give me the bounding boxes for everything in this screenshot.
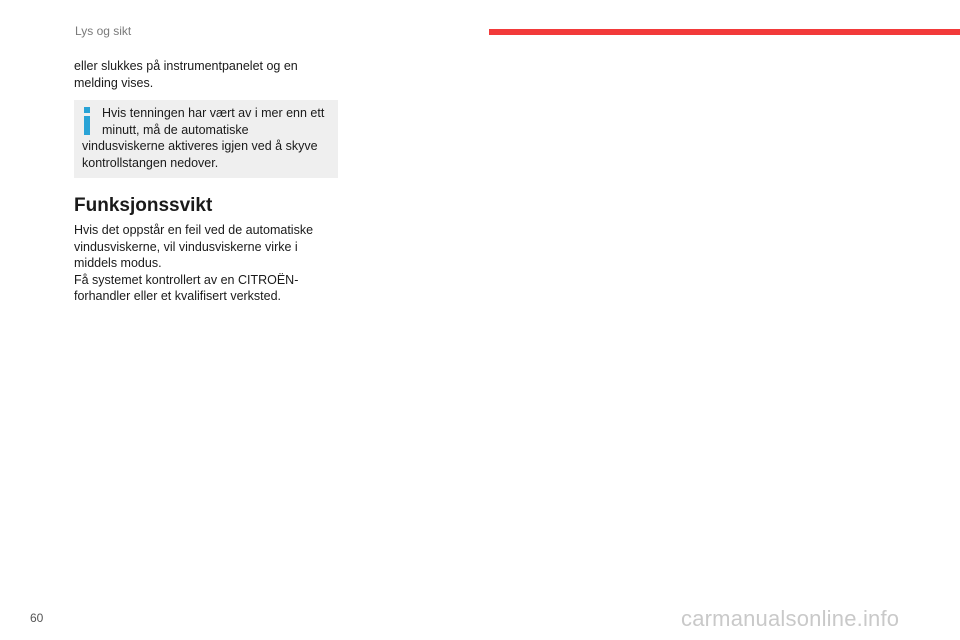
body-paragraph-2: Få systemet kontrollert av en CITROËN-forhandler eller et kvalifisert verksted. [74,272,299,303]
page-number: 60 [30,611,44,625]
header-accent-bar [489,29,960,35]
section-label: Lys og sikt [75,24,132,38]
watermark: carmanualsonline.info [681,606,900,631]
info-box [74,100,338,178]
body-paragraph-1: Hvis det oppstår en feil ved de automatiske vindusviskerne, vil vindusviskerne virke i middels modus. [74,223,314,270]
info-text: Hvis tenningen har vært av i mer enn ett minutt, må de automatiske vindusviskerne aktiveres igjen ved å skyve kontrollstangen nedover. [82,106,325,170]
content-column [74,58,340,305]
section-heading: Funksjonssvikt [74,195,213,216]
intro-paragraph: eller slukkes på instrumentpanelet og en melding vises. [74,59,298,90]
info-icon [82,107,92,135]
